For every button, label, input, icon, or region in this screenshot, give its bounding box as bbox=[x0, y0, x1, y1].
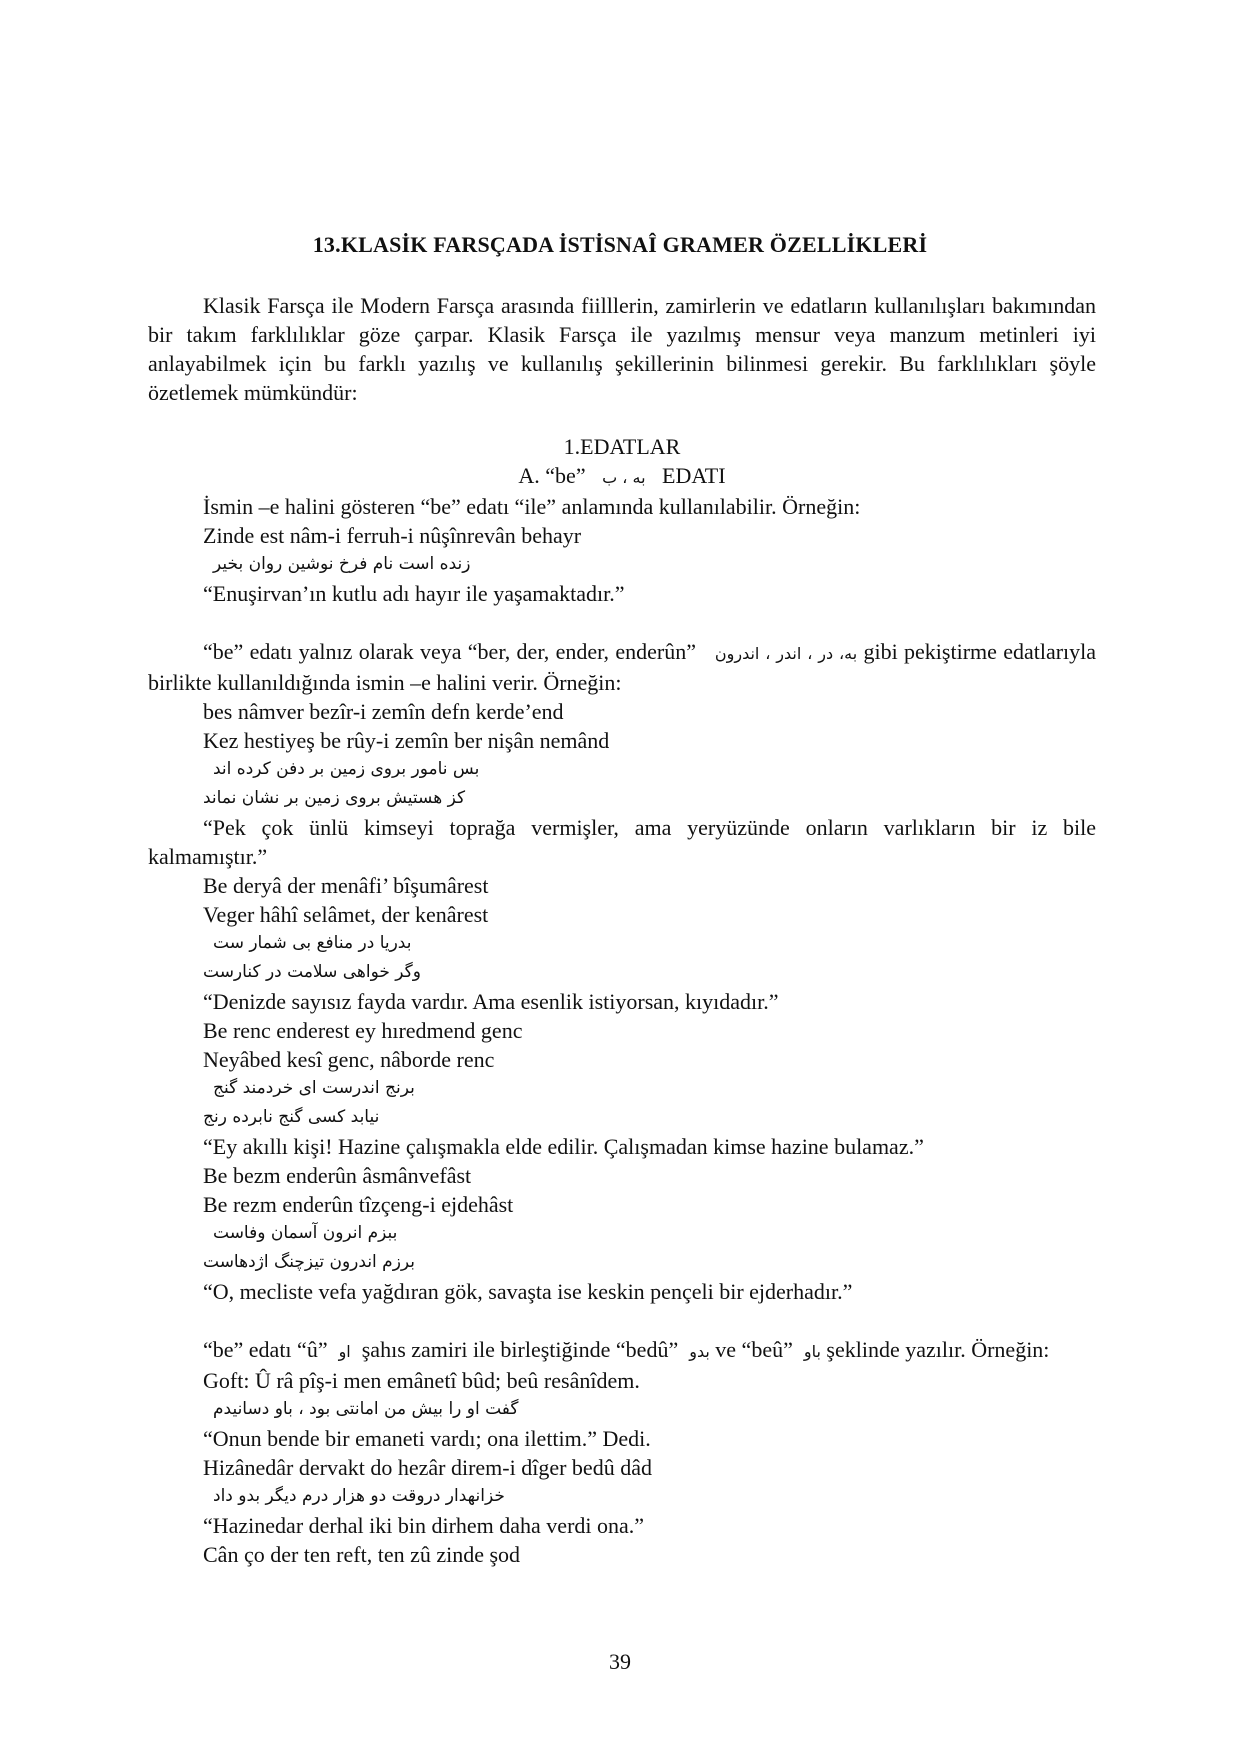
block2-arabic1: بس نامور بروی زمین بر دفن کرده اند bbox=[213, 759, 480, 779]
block1-translation: “Enuşirvan’ın kutlu adı hayır ile yaşamaktadır.” bbox=[203, 581, 625, 606]
block6-latin3: Cân ço der ten reft, ten zû zinde şod bbox=[203, 1542, 521, 1567]
block3-arabic1: بدريا در منافع بی شمار ست bbox=[213, 933, 412, 953]
section-heading: 1.EDATLAR bbox=[563, 434, 681, 459]
block5-latin1: Be bezm enderûn âsmânvefâst bbox=[203, 1163, 472, 1188]
intro-paragraph: Klasik Farsça ile Modern Farsça arasında fiilllerin, zamirlerin ve edatların kullanılışları bakımından bir takım farklılıklar göze çarpar. Klasik Farsça ile yazılmış mensur veya manzum metinleri iyi anlayabilmek için bu farklı yazılış ve kullanılış şekillerinin bilinmesi gerekir. Bu farklılıkları şöyle özetlemek mümkündür: bbox=[148, 293, 1096, 405]
page-body bbox=[148, 291, 1096, 1569]
block6-arabic2: خزانهدار دروقت دو هزار درم دیگر بدو داد bbox=[213, 1486, 505, 1506]
block3-arabic2: وگر خواهی سلامت در کنارست bbox=[203, 962, 421, 982]
block6-latin2: Hizânedâr dervakt do hezâr direm-i dîger bedû dâd bbox=[203, 1455, 652, 1480]
block1-latin: Zinde est nâm-i ferruh-i nûşînrevân behayr bbox=[203, 523, 582, 548]
block4-arabic2: نيابد کسی گنج نابرده رنج bbox=[203, 1107, 380, 1127]
block5-arabic2: برزم اندرون تيزچنگ اژدهاست bbox=[203, 1252, 416, 1272]
block2-latin1: bes nâmver bezîr-i zemîn defn kerde’end bbox=[203, 699, 564, 724]
block2-desc: “be” edatı yalnız olarak veya “ber, der, ender, enderûn” به، در ، اندر ، اندرون gibi pekiştirme edatlarıyla birlikte kullanıldığında ismin –e halini verir. Örneğin: bbox=[148, 639, 1097, 695]
subheading-prefix: A. “be” bbox=[518, 463, 586, 488]
block3-latin2: Veger hâhî selâmet, der kenârest bbox=[203, 902, 489, 927]
block6-translation2: “Hazinedar derhal iki bin dirhem daha verdi ona.” bbox=[203, 1513, 645, 1538]
block2-latin2: Kez hestiyeş be rûy-i zemîn ber nişân nemând bbox=[203, 728, 610, 753]
block4-latin1: Be renc enderest ey hıredmend genc bbox=[203, 1018, 523, 1043]
block4-arabic1: برنج اندرست ای خردمند گنج bbox=[213, 1078, 415, 1098]
block3-latin1: Be deryâ der menâfi’ bîşumârest bbox=[203, 873, 489, 898]
block6-desc: “be” edatı “û” او şahıs zamiri ile birleştiğinde “bedû” بدو ve “beû” باو şeklinde yazılır. Örneğin: bbox=[203, 1337, 1050, 1362]
block2-arabic2: کز هستیش بروی زمین بر نشان نماند bbox=[203, 788, 466, 808]
block4-translation: “Ey akıllı kişi! Hazine çalışmakla elde edilir. Çalışmadan kimse hazine bulamaz.” bbox=[203, 1134, 924, 1159]
page-number: 39 bbox=[609, 1649, 631, 1674]
block5-translation: “O, mecliste vefa yağdıran gök, savaşta ise keskin pençeli bir ejderhadır.” bbox=[203, 1279, 853, 1304]
block4-latin2: Neyâbed kesî genc, nâborde renc bbox=[203, 1047, 495, 1072]
block3-translation: “Denizde sayısız fayda vardır. Ama esenlik istiyorsan, kıyıdadır.” bbox=[203, 989, 779, 1014]
subheading bbox=[148, 461, 1096, 492]
subheading-arabic: به ، ب bbox=[602, 468, 646, 487]
block1-arabic: زنده است نام فرخ نوشين روان بخير bbox=[213, 554, 471, 574]
page-title: 13.KLASİK FARSÇADA İSTİSNAÎ GRAMER ÖZELLİKLERİ bbox=[312, 232, 928, 257]
block1-desc: İsmin –e halini gösteren “be” edatı “ile” anlamında kullanılabilir. Örneğin: bbox=[203, 494, 861, 519]
block5-latin2: Be rezm enderûn tîzçeng-i ejdehâst bbox=[203, 1192, 514, 1217]
block2-translation: “Pek çok ünlü kimseyi toprağa vermişler, ama yeryüzünde onların varlıkların bir iz bile kalmamıştır.” bbox=[148, 815, 1096, 869]
block5-arabic1: ببزم انرون آسمان وفاست bbox=[213, 1223, 398, 1243]
block6-translation1: “Onun bende bir emaneti vardı; ona ilettim.” Dedi. bbox=[203, 1426, 651, 1451]
block6-latin1: Goft: Û râ pîş-i men emânetî bûd; beû resânîdem. bbox=[203, 1368, 640, 1393]
subheading-suffix: EDATI bbox=[662, 463, 726, 488]
block6-arabic1: گفت او را بیش من امانتی بود ، باو دسانیدم bbox=[213, 1399, 519, 1419]
